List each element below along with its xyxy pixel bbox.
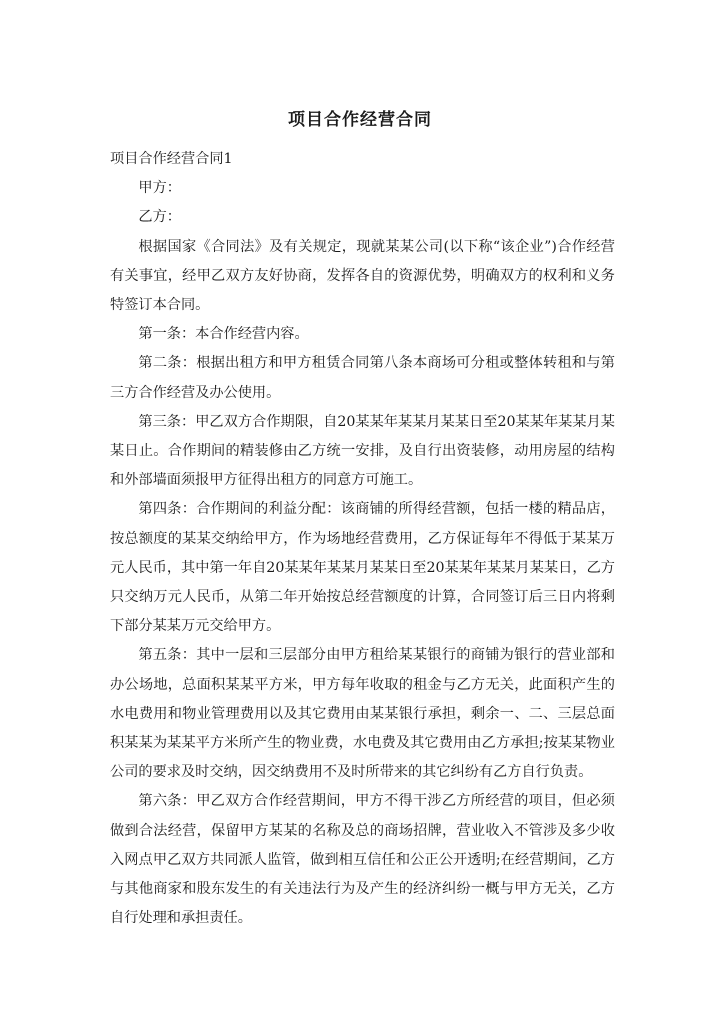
- article-3: 第三条：甲乙双方合作期限，自20某某年某某月某某日至20某某年某某月某某日止。合作期间的精装修由乙方统一安排，及自行出资装修，动用房屋的结构和外部墙面须报甲方征得出租方的同意方可施工。: [110, 413, 615, 489]
- preamble-paragraph: 根据国家《合同法》及有关规定，现就某某公司(以下称“该企业”)合作经营有关事宜，经甲乙双方友好协商，发挥各自的资源优势，明确双方的权利和义务特签订本合同。: [110, 238, 615, 314]
- article-5: 第五条：其中一层和三层部分由甲方租给某某银行的商铺为银行的营业部和办公场地，总面积某某平方米，甲方每年收取的租金与乙方无关，此面积产生的水电费用和物业管理费用以及其它费用由某某银行承担，剩余一、二、三层总面积某某为某某平方米所产生的物业费，水电费及其它费用由乙方承担;按某某物业公司的要求及时交纳，因交纳费用不及时所带来的其它纠纷有乙方自行负责。: [110, 647, 615, 781]
- document-body: [110, 145, 615, 933]
- party-b-line: 乙方：: [138, 209, 181, 226]
- article-6: 第六条：甲乙双方合作经营期间，甲方不得干涉乙方所经营的项目，但必须做到合法经营，保留甲方某某的名称及总的商场招牌，营业收入不管涉及多少收入网点甲乙双方共同派人监管，做到相互信任和公正公开透明;在经营期间，乙方与其他商家和股东发生的有关违法行为及产生的经济纠纷一概与甲方无关，乙方自行处理和承担责任。: [110, 793, 615, 927]
- party-a-line: 甲方：: [138, 180, 181, 197]
- article-1: 第一条：本合作经营内容。: [138, 326, 309, 343]
- article-2: 第二条：根据出租方和甲方租赁合同第八条本商场可分租或整体转租和与第三方合作经营及办公使用。: [110, 355, 615, 401]
- document-title: 项目合作经营合同: [288, 110, 432, 130]
- article-4: 第四条：合作期间的利益分配：该商铺的所得经营额，包括一楼的精品店，按总额度的某某交纳给甲方，作为场地经营费用，乙方保证每年不得低于某某万元人民币，其中第一年自20某某年某某月某某日至20某某年某某月某某日，乙方只交纳万元人民币，从第二年开始按总经营额度的计算，合同签订后三日内将剩下部分某某万元交给甲方。: [110, 501, 615, 635]
- document-subtitle: 项目合作经营合同1: [110, 151, 233, 167]
